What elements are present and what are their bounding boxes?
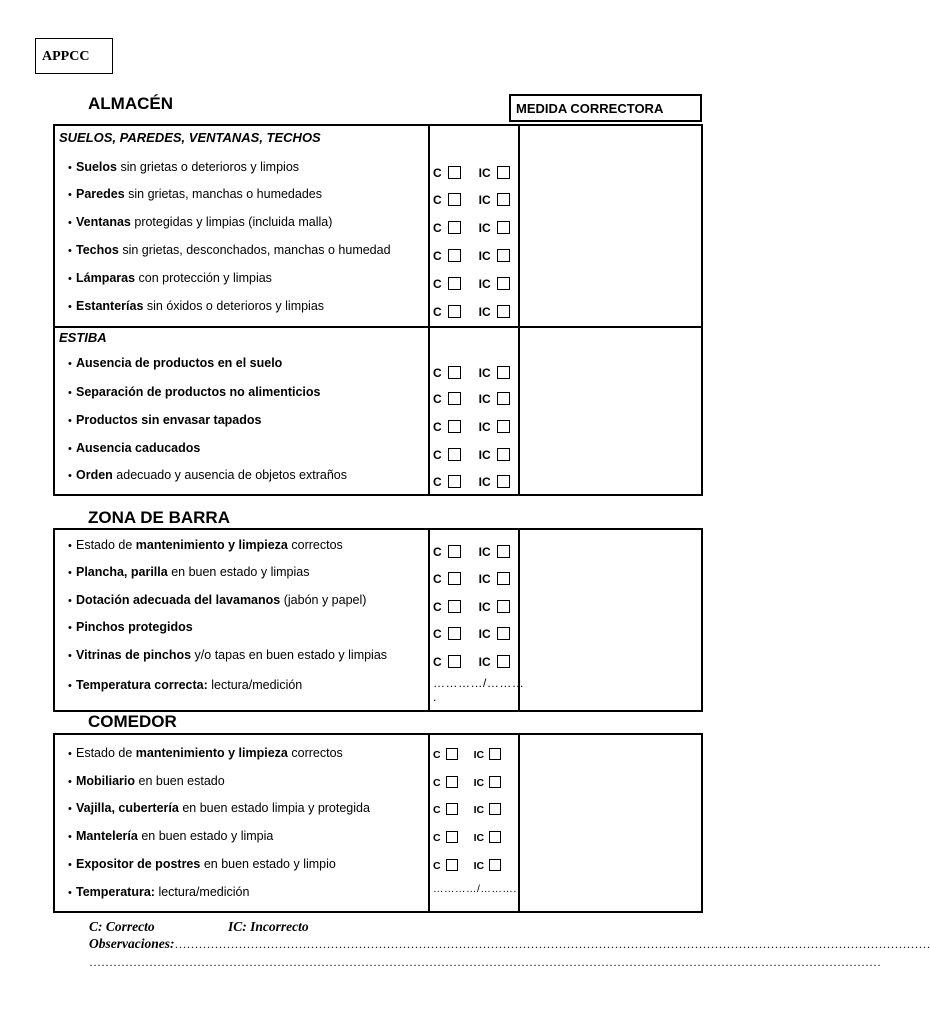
comedor-title: COMEDOR: [88, 712, 177, 731]
temperature-reading[interactable]: …………/………: [433, 676, 525, 690]
check-options: [433, 277, 510, 291]
label-c: C: [433, 572, 442, 586]
checkbox-correcto[interactable]: [448, 545, 461, 558]
checkbox-correcto[interactable]: [448, 305, 461, 318]
label-ic: IC: [478, 600, 491, 614]
label-ic: IC: [473, 749, 485, 761]
item-bold-text: Ausencia de productos en el suelo: [76, 356, 283, 370]
category-estiba: ESTIBA: [59, 330, 107, 345]
check-options: [433, 448, 510, 462]
check-options: [433, 366, 510, 380]
label-c: C: [433, 832, 441, 844]
label-ic: IC: [478, 193, 491, 207]
label-c: C: [433, 777, 441, 789]
appcc-label: APPCC: [35, 38, 113, 74]
item-text: en buen estado y limpias: [167, 565, 310, 579]
label-ic: IC: [478, 166, 491, 180]
legend-incorrecto: IC: Incorrecto: [228, 919, 309, 934]
checkbox-incorrecto[interactable]: [497, 572, 510, 585]
checklist-item: [68, 271, 272, 285]
item-text: y/o tapas en buen estado y limpias: [191, 648, 388, 662]
bullet-icon: •: [68, 245, 72, 257]
item-text: lectura/medición: [207, 678, 303, 692]
label-ic: IC: [478, 545, 491, 559]
label-c: C: [433, 392, 442, 406]
checklist-item: [68, 593, 366, 607]
label-c: C: [433, 420, 442, 434]
bullet-icon: •: [68, 301, 72, 313]
bullet-icon: •: [68, 803, 72, 815]
checklist-item: [68, 441, 200, 455]
label-ic: IC: [478, 221, 491, 235]
check-options: [433, 221, 510, 235]
item-prefix: Estado de: [76, 746, 136, 760]
bullet-icon: •: [68, 595, 72, 607]
almacen-table: [53, 124, 703, 496]
checkbox-correcto[interactable]: [448, 448, 461, 461]
checklist-item: [68, 160, 299, 174]
checklist-item: [68, 385, 321, 399]
observaciones-line: [89, 935, 930, 953]
check-options: [433, 166, 510, 180]
checklist-item: [68, 746, 343, 760]
bullet-icon: •: [68, 831, 72, 843]
checkbox-correcto[interactable]: [446, 859, 458, 871]
item-text: en buen estado limpia y protegida: [178, 801, 370, 815]
bullet-icon: •: [68, 748, 72, 760]
label-c: C: [433, 166, 442, 180]
checklist-item: [68, 243, 391, 257]
checklist-item: [68, 565, 309, 579]
checkbox-correcto[interactable]: [448, 366, 461, 379]
checkbox-incorrecto[interactable]: [497, 193, 510, 206]
label-ic: IC: [478, 655, 491, 669]
label-ic: IC: [473, 804, 485, 816]
check-options: [433, 545, 510, 559]
checkbox-incorrecto[interactable]: [489, 748, 501, 760]
zona-barra-title: ZONA DE BARRA: [88, 508, 230, 527]
checklist-item: [68, 468, 347, 482]
bullet-icon: •: [68, 650, 72, 662]
checkbox-incorrecto[interactable]: [497, 249, 510, 262]
item-text: protegidas y limpias (incluida malla): [130, 215, 333, 229]
checkbox-incorrecto[interactable]: [489, 831, 501, 843]
check-options: [433, 831, 501, 844]
check-options: [433, 249, 510, 263]
checklist-item: [68, 215, 332, 229]
bullet-icon: •: [68, 567, 72, 579]
item-bold-text: Vajilla, cubertería: [76, 801, 179, 815]
checkbox-incorrecto[interactable]: [497, 277, 510, 290]
checklist-item: [68, 620, 193, 634]
checkbox-incorrecto[interactable]: [497, 448, 510, 461]
barra-table: [53, 528, 703, 712]
checkbox-incorrecto[interactable]: [489, 803, 501, 815]
check-options: [433, 193, 510, 207]
item-bold-text: mantenimiento y limpieza: [135, 746, 288, 760]
checkbox-incorrecto[interactable]: [497, 545, 510, 558]
item-bold-text: Dotación adecuada del lavamanos: [76, 593, 281, 607]
label-ic: IC: [478, 366, 491, 380]
label-ic: IC: [478, 305, 491, 319]
checkbox-incorrecto[interactable]: [497, 627, 510, 640]
checklist-item: [68, 678, 302, 692]
check-options: [433, 627, 510, 641]
item-prefix: Estado de: [76, 538, 136, 552]
check-options: [433, 305, 510, 319]
checkbox-correcto[interactable]: [448, 166, 461, 179]
label-c: C: [433, 193, 442, 207]
item-bold-text: Ausencia caducados: [76, 441, 201, 455]
label-c: C: [433, 448, 442, 462]
item-bold-text: Suelos: [76, 160, 117, 174]
checkbox-correcto[interactable]: [448, 420, 461, 433]
label-ic: IC: [473, 860, 485, 872]
checkbox-correcto[interactable]: [448, 627, 461, 640]
checkbox-incorrecto[interactable]: [497, 655, 510, 668]
check-options: [433, 859, 501, 872]
medida-correctora-header: MEDIDA CORRECTORA: [509, 94, 702, 122]
item-text: correctos: [287, 538, 343, 552]
label-c: C: [433, 627, 442, 641]
bullet-icon: •: [68, 470, 72, 482]
check-options: [433, 776, 501, 789]
bullet-icon: •: [68, 443, 72, 455]
label-c: C: [433, 277, 442, 291]
checkbox-correcto[interactable]: [448, 475, 461, 488]
item-text: lectura/medición: [154, 885, 250, 899]
check-options: [433, 392, 510, 406]
checkbox-correcto[interactable]: [448, 600, 461, 613]
checkbox-correcto[interactable]: [448, 221, 461, 234]
bullet-icon: •: [68, 217, 72, 229]
item-bold-text: Plancha, parilla: [76, 565, 168, 579]
checkbox-correcto[interactable]: [448, 277, 461, 290]
item-bold-text: Pinchos protegidos: [76, 620, 193, 634]
label-ic: IC: [473, 832, 485, 844]
label-c: C: [433, 655, 442, 669]
checklist-item: [68, 829, 273, 843]
item-bold-text: mantenimiento y limpieza: [135, 538, 288, 552]
label-c: C: [433, 804, 441, 816]
item-bold-text: Productos sin envasar tapados: [76, 413, 262, 427]
item-bold-text: Orden: [76, 468, 113, 482]
checklist-item: [68, 801, 370, 815]
checkbox-incorrecto[interactable]: [497, 221, 510, 234]
label-c: C: [433, 749, 441, 761]
checklist-item: [68, 413, 261, 427]
label-c: C: [433, 860, 441, 872]
checkbox-incorrecto[interactable]: [497, 600, 510, 613]
check-options: [433, 655, 510, 669]
checkbox-incorrecto[interactable]: [497, 420, 510, 433]
bullet-icon: •: [68, 680, 72, 692]
checkbox-correcto[interactable]: [446, 831, 458, 843]
comedor-table: [53, 733, 703, 913]
label-ic: IC: [478, 475, 491, 489]
label-c: C: [433, 545, 442, 559]
item-text: sin óxidos o deterioros y limpias: [143, 299, 325, 313]
bullet-icon: •: [68, 387, 72, 399]
item-bold-text: Temperatura correcta:: [76, 678, 208, 692]
checklist-item: [68, 538, 343, 552]
label-c: C: [433, 475, 442, 489]
check-options: [433, 572, 510, 586]
item-bold-text: Ventanas: [76, 215, 131, 229]
temperature-reading[interactable]: …………/……….: [433, 883, 517, 895]
label-c: C: [433, 221, 442, 235]
label-c: C: [433, 305, 442, 319]
item-text: correctos: [287, 746, 343, 760]
item-text: sin grietas o deterioros y limpios: [117, 160, 300, 174]
item-text: con protección y limpias: [135, 271, 272, 285]
checklist-item: [68, 885, 249, 899]
item-bold-text: Vitrinas de pinchos: [76, 648, 192, 662]
item-text: en buen estado y limpio: [200, 857, 336, 871]
checkbox-correcto[interactable]: [448, 572, 461, 585]
checkbox-correcto[interactable]: [446, 776, 458, 788]
bullet-icon: •: [68, 859, 72, 871]
label-ic: IC: [478, 392, 491, 406]
observaciones-dots-2: ………………………………………………………………………………………………………………………………………………………………………………: [89, 955, 881, 969]
label-ic: IC: [478, 249, 491, 263]
label-ic: IC: [478, 277, 491, 291]
item-text: sin grietas, manchas o humedades: [124, 187, 322, 201]
checkbox-correcto[interactable]: [448, 392, 461, 405]
checklist-item: [68, 857, 336, 871]
bullet-icon: •: [68, 622, 72, 634]
label-ic: IC: [478, 572, 491, 586]
item-text: en buen estado y limpia: [137, 829, 274, 843]
item-bold-text: Lámparas: [76, 271, 136, 285]
label-ic: IC: [478, 627, 491, 641]
observaciones-label: Observaciones:: [89, 936, 175, 951]
checkbox-correcto[interactable]: [446, 748, 458, 760]
bullet-icon: •: [68, 415, 72, 427]
item-text: (jabón y papel): [280, 593, 367, 607]
check-options: [433, 475, 510, 489]
checkbox-incorrecto[interactable]: [497, 475, 510, 488]
bullet-icon: •: [68, 540, 72, 552]
item-bold-text: Mobiliario: [76, 774, 136, 788]
item-bold-text: Techos: [76, 243, 119, 257]
bullet-icon: •: [68, 776, 72, 788]
label-ic: IC: [478, 420, 491, 434]
checklist-item: [68, 356, 282, 370]
checkbox-incorrecto[interactable]: [489, 859, 501, 871]
label-c: C: [433, 366, 442, 380]
checklist-item: [68, 774, 225, 788]
check-options: [433, 600, 510, 614]
legend-correcto: C: Correcto: [89, 919, 155, 934]
almacen-title: ALMACÉN: [88, 94, 173, 113]
category-suelos: SUELOS, PAREDES, VENTANAS, TECHOS: [59, 130, 321, 145]
temperature-reading-cont: .: [433, 690, 437, 704]
checklist-item: [68, 187, 322, 201]
item-text: sin grietas, desconchados, manchas o humedad: [118, 243, 391, 257]
item-bold-text: Mantelería: [76, 829, 138, 843]
bullet-icon: •: [68, 189, 72, 201]
checkbox-incorrecto[interactable]: [497, 305, 510, 318]
label-ic: IC: [478, 448, 491, 462]
item-text: en buen estado: [135, 774, 225, 788]
checklist-item: [68, 299, 324, 313]
label-c: C: [433, 600, 442, 614]
label-ic: IC: [473, 777, 485, 789]
item-bold-text: Estanterías: [76, 299, 144, 313]
check-options: [433, 803, 501, 816]
check-options: [433, 748, 501, 761]
checkbox-incorrecto[interactable]: [497, 366, 510, 379]
item-bold-text: Expositor de postres: [76, 857, 201, 871]
checkbox-incorrecto[interactable]: [497, 392, 510, 405]
item-text: adecuado y ausencia de objetos extraños: [112, 468, 348, 482]
checkbox-incorrecto[interactable]: [489, 776, 501, 788]
checkbox-correcto[interactable]: [446, 803, 458, 815]
checklist-item: [68, 648, 387, 662]
check-options: [433, 420, 510, 434]
checkbox-correcto[interactable]: [448, 655, 461, 668]
observaciones-dots: ………………………………………………………………………………………………………………………………………………………………………: [174, 937, 930, 951]
bullet-icon: •: [68, 887, 72, 899]
checkbox-correcto[interactable]: [448, 249, 461, 262]
item-bold-text: Temperatura:: [76, 885, 155, 899]
label-c: C: [433, 249, 442, 263]
bullet-icon: •: [68, 273, 72, 285]
bullet-icon: •: [68, 358, 72, 370]
bullet-icon: •: [68, 162, 72, 174]
item-bold-text: Separación de productos no alimenticios: [76, 385, 321, 399]
checkbox-incorrecto[interactable]: [497, 166, 510, 179]
checkbox-correcto[interactable]: [448, 193, 461, 206]
item-bold-text: Paredes: [76, 187, 125, 201]
